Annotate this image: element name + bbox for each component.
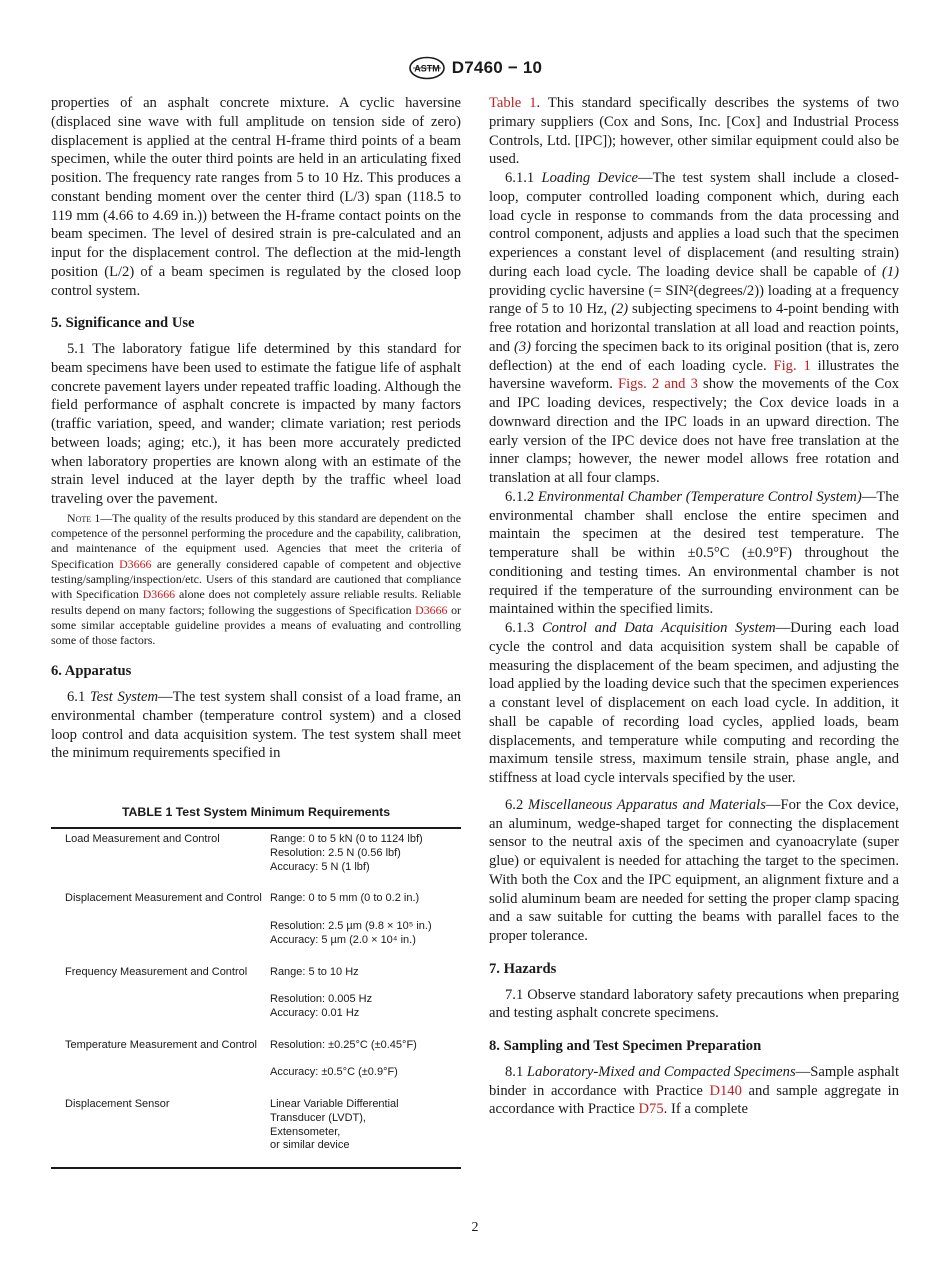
subsection-title: Environmental Chamber (Temperature Control System) (537, 488, 862, 505)
requirement-value: Accuracy: ±0.5°C (±0.9°F) (270, 1066, 398, 1079)
requirement-values (270, 888, 461, 961)
requirement-value: Resolution: 2.5 N (0.56 lbf) (270, 846, 401, 859)
left-column (51, 94, 461, 1169)
ref-fig-1-link[interactable]: Fig. 1 (773, 357, 811, 374)
subsection-title: Test System (89, 689, 159, 706)
note-text: are generally considered capable of competent and objective testing/sampling/inspection/etc. Users of this standard are cautioned that compliance with Specification (51, 556, 461, 602)
section-7-heading: 7. Hazards (489, 960, 557, 977)
requirement-item: Displacement Measurement and Control (65, 892, 262, 905)
standard-designation: D7460 − 10 (451, 58, 543, 77)
paragraph-6-1: 6.1 Test System—The test system shall consist of a load frame, an environmental chamber (temperature control system) and a closed loop control and data acquisition system. The test system shall meet the minimum requirements specified in (51, 689, 462, 762)
paragraph-6-1-2: 6.1.2 Environmental Chamber (Temperature Control System)—The environmental chamber shall enclose the entire specimen and maintain the specimen at the desired test temperature. The temperature shall be within ±0.5°C (±0.9°F) throughout the conditioning and testing times. An environmental chamber is not required if the temperature of the surrounding environment can be maintained within the specified limits. (489, 488, 900, 618)
page-header (0, 56, 950, 80)
ref-d3666-link[interactable]: D3666 (415, 602, 448, 617)
requirement-item: Displacement Sensor (65, 1098, 170, 1111)
ref-d3666-link[interactable]: D3666 (119, 556, 152, 571)
requirement-item: Temperature Measurement and Control (65, 1038, 257, 1051)
requirement-value: Range: 0 to 5 kN (0 to 1124 lbf) (270, 832, 423, 845)
paragraph-8-1: 8.1 Laboratory-Mixed and Compacted Specimens—Sample asphalt binder in accordance with Practice D140 and sample aggregate in accordance with Practice D75. If a complete (489, 1063, 900, 1118)
requirement-item: Load Measurement and Control (65, 832, 220, 845)
continued-paragraph: Table 1. This standard specifically describes the systems of two primary suppliers (Cox and Sons, Inc. [Cox] and Industrial Process Controls, Ltd. [IPC]); however, other similar equipment could also be used. (489, 95, 899, 168)
ref-table-1-link[interactable]: Table 1 (489, 95, 537, 111)
table-row (51, 888, 461, 961)
requirement-values (270, 1094, 461, 1168)
section-8-heading: 8. Sampling and Test Specimen Preparation (489, 1038, 762, 1054)
requirement-value: Extensometer, (270, 1125, 341, 1138)
note-text: alone does not completely assure reliable results. Reliable results depend on many factors; following the suggestions of Specification (51, 587, 461, 617)
astm-logo-icon (408, 56, 446, 80)
ref-d3666-link[interactable]: D3666 (142, 587, 176, 602)
section-6-heading: 6. Apparatus (51, 663, 132, 680)
requirement-values (270, 962, 461, 1035)
astm-logo-text: ASTM (414, 63, 440, 74)
right-column (489, 94, 899, 1119)
requirement-value: Range: 0 to 5 mm (0 to 0.2 in.) (270, 892, 420, 905)
note-1 (51, 511, 461, 649)
requirement-value: Accuracy: 5 µm (2.0 × 10⁴ in.) (270, 933, 416, 946)
paragraph-6-1-1: 6.1.1 Loading Device—The test system shall include a closed-loop, computer controlled loading component which, during each load cycle in response to commands from the data processing and control component, adjusts and applies a load such that the specimen experiences a constant level of displacement (and resulting strain) during each load cycle. The loading device shall be capable of (1) providing cyclic haversine (= SIN²(degrees/2)) loading at a frequency range of 5 to 10 Hz, (2) subjecting specimens to 4-point bending with free rotation and horizontal translation at all load and reaction points, and (3) forcing the specimen back to its original position (that is, zero deflection) at the end of each loading cycle. Fig. 1 illustrates the haversine waveform. Figs. 2 and 3 show the movements of the Cox and IPC loading devices, respectively; the Cox device loads in a downward direction and the IPC loads in an upward direction. The early version of the IPC device does not have free translation at the inner clamps; however, the newer model allows free rotation and translation at all four clamps. (489, 170, 900, 486)
subsection-title: Loading Device (541, 170, 638, 186)
table-row (51, 1094, 461, 1168)
intro-paragraph: properties of an asphalt concrete mixture. A cyclic haversine (displaced sine wave with full amplitude on tension side of zero) displacement is applied at the central H-frame third points of a beam specimen, while the outer third points are held in an articulating fixed position. The frequency rate ranges from 5 to 10 Hz. This produces a constant bending moment over the center third (L/3) span (118.5 to 119 mm (4.66 to 4.69 in.)) between the H-frame contact points on the beam specimen. The level of desired strain is pre-calculated and an input for the displacement control. The deflection at the mid-length position (L/2) of a beam specimen is regulated by the closed loop control system. (51, 95, 461, 299)
requirement-value: Accuracy: 5 N (1 lbf) (270, 860, 370, 873)
requirement-value: Resolution: ±0.25°C (±0.45°F) (270, 1038, 417, 1051)
requirement-value: Resolution: 2.5 µm (9.8 × 10⁵ in.) (270, 919, 432, 932)
note-text: 1—The quality of the results produced by this standard are dependent on the competence of the personnel performing the procedure and the capability, calibration, and maintenance of the equipment used. Agencies that meet the criteria of Specification (51, 510, 461, 571)
section-5-heading: 5. Significance and Use (51, 315, 195, 332)
table-1 (51, 803, 461, 1169)
requirement-value: Linear Variable Differential (270, 1098, 399, 1111)
paragraph-6-2: 6.2 Miscellaneous Apparatus and Materials—For the Cox device, an aluminum, wedge-shaped target for connecting the displacement sensor to the neutral axis of the specimen and cyanoacrylate (super glue) or equivalent is needed for attaching the target to the specimen. With both the Cox and the IPC equipment, an alignment fixture and a solid aluminum beam are needed for setting the proper clamp spacing and a saw suitable for cutting the beams with parallel faces to the proper tolerance. (489, 796, 900, 944)
table-caption: TABLE 1 Test System Minimum Requirements (121, 805, 391, 820)
subsection-title: Control and Data Acquisition System (541, 620, 776, 636)
subsection-title: Miscellaneous Apparatus and Materials (528, 796, 766, 813)
note-label: Note (67, 510, 92, 525)
requirement-value: Transducer (LVDT), (270, 1111, 366, 1124)
requirement-values (270, 1035, 461, 1094)
requirement-values (270, 828, 461, 888)
table-row (51, 962, 461, 1035)
requirement-value: Range: 5 to 10 Hz (270, 965, 359, 978)
note-text: or some similar acceptable guideline provides a means of evaluating and controlling some of those factors. (51, 602, 461, 648)
requirement-value: Resolution: 0.005 Hz (270, 993, 373, 1006)
requirement-value: Accuracy: 0.01 Hz (270, 1006, 360, 1019)
requirement-value: or similar device (270, 1139, 350, 1152)
paragraph-5-1: 5.1 The laboratory fatigue life determined by this standard for beam specimens have been used to estimate the fatigue life of asphalt concrete pavement layers under repeated traffic loading. Although the field performance of asphalt concrete is impacted by many factors (traffic variation, speed, and wander; climate variation; rest periods between loads; aging; etc.), it has been more accurately predicted when laboratory properties are known along with an estimate of the strain level induced at the layer depth by the traffic wheel load traveling over the pavement. (51, 341, 461, 507)
table-row (51, 1035, 461, 1094)
table-row (51, 828, 461, 888)
page-number: 2 (471, 1220, 479, 1235)
ref-d75-link[interactable]: D75 (638, 1101, 664, 1118)
paragraph-7-1: 7.1 Observe standard laboratory safety precautions when preparing and testing asphalt concrete specimens. (489, 986, 899, 1022)
requirement-item: Frequency Measurement and Control (65, 965, 248, 978)
ref-figs-2-3-link[interactable]: Figs. 2 and 3 (618, 376, 698, 393)
paragraph-6-1-3: 6.1.3 Control and Data Acquisition System—During each load cycle the control and data acquisition system shall be capable of measuring the displacement of the beam specimen, and adjusting the load applied by the loading device such that the specimen experiences a constant level of displacement on each load cycle. In addition, it shall be capable of recording load cycles, applied loads, beam displacements, and temperature while computing and recording the maximum tensile stress, maximum tensile strain, phase angle, and stiffness at load cycle intervals specified by the user. (489, 620, 900, 786)
ref-d140-link[interactable]: D140 (709, 1082, 742, 1099)
requirements-table (51, 827, 461, 1169)
subsection-title: Laboratory-Mixed and Compacted Specimens (526, 1063, 796, 1080)
